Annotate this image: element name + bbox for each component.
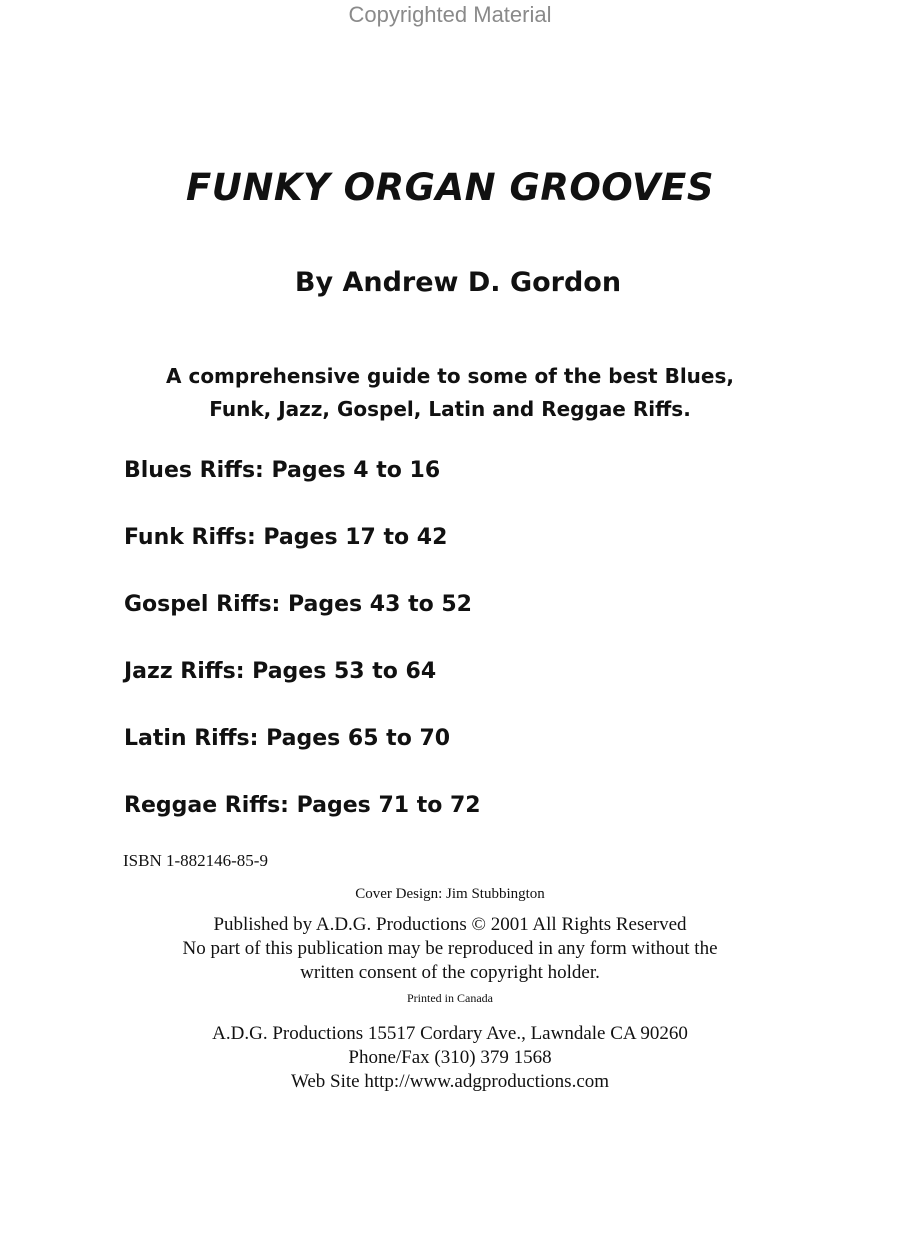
book-author: By Andrew D. Gordon (294, 267, 622, 298)
riff-entry-jazz: Jazz Riffs: Pages 53 to 64 (124, 659, 437, 684)
isbn-number: ISBN 1-882146-85-9 (123, 851, 268, 870)
cover-design-credit: Cover Design: Jim Stubbington (355, 886, 545, 902)
publisher-website: Web Site http://www.adgproductions.com (290, 1071, 610, 1092)
book-description (0, 360, 900, 426)
riff-entry-gospel: Gospel Riffs: Pages 43 to 52 (124, 592, 472, 617)
riff-entry-latin: Latin Riffs: Pages 65 to 70 (124, 726, 451, 751)
riff-entry-blues: Blues Riffs: Pages 4 to 16 (124, 458, 441, 483)
reproduction-notice-line-1: No part of this publication may be reproduced in any form without the (182, 938, 718, 959)
riff-entry-funk: Funk Riffs: Pages 17 to 42 (124, 525, 448, 550)
riff-index-list (124, 455, 481, 857)
riff-entry-reggae: Reggae Riffs: Pages 71 to 72 (124, 793, 481, 818)
publisher-line: Published by A.D.G. Productions © 2001 All Rights Reserved (213, 914, 687, 935)
reproduction-notice-line-2: written consent of the copyright holder. (300, 962, 600, 983)
publisher-phone: Phone/Fax (310) 379 1568 (348, 1047, 552, 1068)
rights-notice (0, 913, 900, 985)
description-line-1: A comprehensive guide to some of the best Blues, (166, 364, 734, 388)
book-title: FUNKY ORGAN GROOVES (186, 166, 714, 209)
description-line-2: Funk, Jazz, Gospel, Latin and Reggae Riffs. (209, 397, 691, 421)
publisher-address: A.D.G. Productions 15517 Cordary Ave., Lawndale CA 90260 (212, 1023, 688, 1044)
copyright-watermark: Copyrighted Material (348, 2, 552, 27)
printed-in-note: Printed in Canada (407, 991, 493, 1005)
publisher-contact (0, 1022, 900, 1094)
